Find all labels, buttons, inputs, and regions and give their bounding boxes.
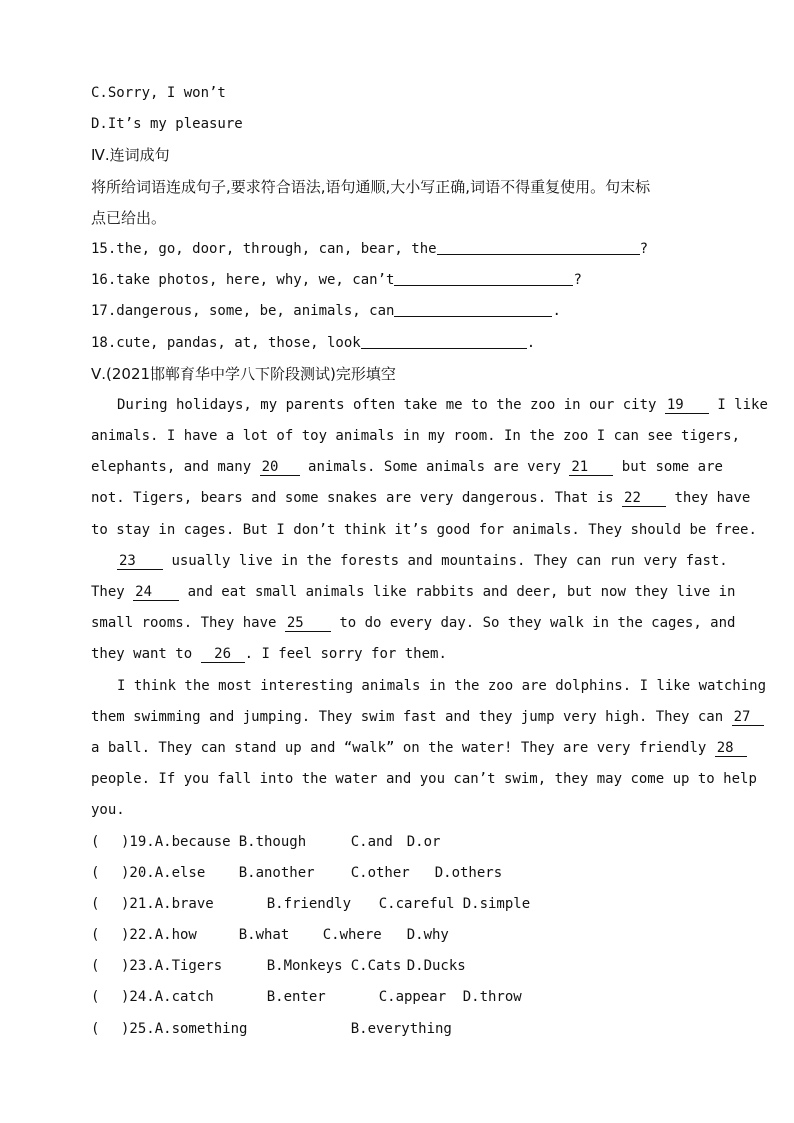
cloze-blank-21[interactable]: 21 (569, 459, 613, 476)
section-4-instruction: 将所给词语连成句子,要求符合语法,语句通顺,大小写正确,词语不得重复使用。句末标 (91, 177, 651, 196)
question-16: 16.take photos, here, why, we, can’t ? (91, 265, 703, 296)
question-19: ( )19.A.because B.though C.and D.or (91, 827, 703, 858)
passage-line: animals. I have a lot of toy animals in my room. In the zoo I can see tigers, (91, 428, 741, 445)
option-c[interactable]: C.appear (378, 989, 447, 1006)
passage-line: not. Tigers, bears and some snakes are very dangerous. That is 22 they have (91, 490, 751, 507)
option-b[interactable]: B.enter (266, 989, 326, 1006)
option-a[interactable]: A.something (154, 1020, 248, 1037)
option-d[interactable]: D.Ducks (406, 958, 466, 975)
passage-line: elephants, and many 20 animals. Some animals are very 21 but some are (91, 459, 723, 476)
cloze-blank-24[interactable]: 24 (133, 584, 179, 601)
option-d[interactable]: D.or (406, 833, 441, 850)
passage-line: 23 usually live in the forests and mountains. They can run very fast. (119, 552, 728, 569)
answer-paren[interactable]: ( (91, 864, 100, 881)
option-c[interactable]: C.careful (378, 895, 455, 912)
question-20: ( )20.A.else B.another C.other D.others (91, 858, 703, 889)
passage-line: you. (91, 802, 125, 819)
option-d[interactable]: D.simple (462, 895, 531, 912)
answer-paren[interactable]: ( (91, 958, 100, 975)
answer-blank-18[interactable] (361, 330, 527, 349)
question-22: ( )22.A.how B.what C.where D.why (91, 920, 703, 951)
option-a[interactable]: A.Tigers (154, 958, 223, 975)
passage-line: They 24 and eat small animals like rabbits and deer, but now they live in (91, 584, 736, 600)
question-23: ( )23.A.Tigers B.Monkeys C.Cats D.Ducks (91, 951, 703, 982)
answer-blank-15[interactable] (437, 236, 640, 255)
passage-line: people. If you fall into the water and you can’t swim, they may come up to help (91, 771, 757, 788)
option-c[interactable]: C.other (350, 864, 410, 881)
passage-line: During holidays, my parents often take me to the zoo in our city 19 I like (117, 396, 768, 413)
answer-blank-16[interactable] (394, 267, 573, 286)
passage-line: them swimming and jumping. They swim fast and they jump very high. They can 27 (91, 702, 703, 733)
answer-paren[interactable]: ( (91, 1020, 100, 1037)
cloze-blank-20[interactable]: 20 (260, 459, 300, 476)
passage-line: I think the most interesting animals in the zoo are dolphins. I like watching (117, 677, 767, 694)
option-c[interactable]: C.Cats (350, 958, 402, 975)
question-17: 17.dangerous, some, be, animals, can . (91, 296, 703, 327)
option-b[interactable]: B.everything (350, 1020, 452, 1037)
passage-line: to stay in cages. But I don’t think it’s good for animals. They should be free. (91, 521, 757, 538)
option-c-prev: C.Sorry, I won’t (91, 85, 226, 101)
cloze-blank-27[interactable]: 27 (732, 709, 764, 726)
passage-line: they want to 26 . I feel sorry for them. (91, 646, 447, 663)
option-c[interactable]: C.where (322, 927, 382, 944)
section-4-heading: Ⅳ.连词成句 (91, 146, 170, 165)
option-a[interactable]: A.how (154, 927, 197, 944)
option-d[interactable]: D.throw (462, 989, 522, 1006)
cloze-blank-19[interactable]: 19 (665, 397, 709, 414)
option-a[interactable]: A.else (154, 864, 206, 881)
answer-paren[interactable]: ( (91, 895, 100, 912)
section-4-instruction-cont: 点已给出。 (91, 208, 167, 227)
passage-line: a ball. They can stand up and “walk” on the water! They are very friendly 28 (91, 733, 703, 764)
option-a[interactable]: A.catch (154, 989, 214, 1006)
question-18: 18.cute, pandas, at, those, look . (91, 328, 703, 359)
option-b[interactable]: B.friendly (266, 895, 352, 912)
cloze-blank-22[interactable]: 22 (622, 490, 666, 507)
question-21: ( )21.A.brave B.friendly C.careful D.simple (91, 889, 703, 920)
answer-paren[interactable]: ( (91, 927, 100, 944)
option-a[interactable]: A.because (154, 833, 231, 850)
cloze-blank-25[interactable]: 25 (285, 615, 331, 632)
cloze-blank-26[interactable]: 26 (201, 646, 245, 663)
answer-blank-17[interactable] (394, 298, 552, 317)
cloze-blank-28[interactable]: 28 (715, 740, 747, 757)
option-d[interactable]: D.why (406, 927, 449, 944)
option-b[interactable]: B.another (238, 864, 315, 881)
option-d-prev: D.It’s my pleasure (91, 116, 243, 133)
answer-paren[interactable]: ( (91, 989, 100, 1006)
passage-line: small rooms. They have 25 to do every day. So they walk in the cages, and (91, 615, 736, 632)
option-b[interactable]: B.what (238, 927, 290, 944)
option-b[interactable]: B.Monkeys (266, 958, 343, 975)
section-5-heading: Ⅴ.(2021邯郸育华中学八下阶段测试)完形填空 (91, 364, 396, 383)
question-15: 15.the, go, door, through, can, bear, the ? (91, 234, 703, 265)
option-c[interactable]: C.and (350, 833, 393, 850)
option-d[interactable]: D.others (434, 864, 503, 881)
answer-paren[interactable]: ( (91, 833, 100, 850)
option-a[interactable]: A.brave (154, 895, 214, 912)
cloze-blank-23[interactable]: 23 (117, 553, 163, 570)
option-b[interactable]: B.though (238, 833, 307, 850)
document-page (91, 78, 768, 1045)
question-25: ( )25.A.something B.everything (91, 1014, 703, 1045)
question-24: ( )24.A.catch B.enter C.appear D.throw (91, 982, 703, 1013)
